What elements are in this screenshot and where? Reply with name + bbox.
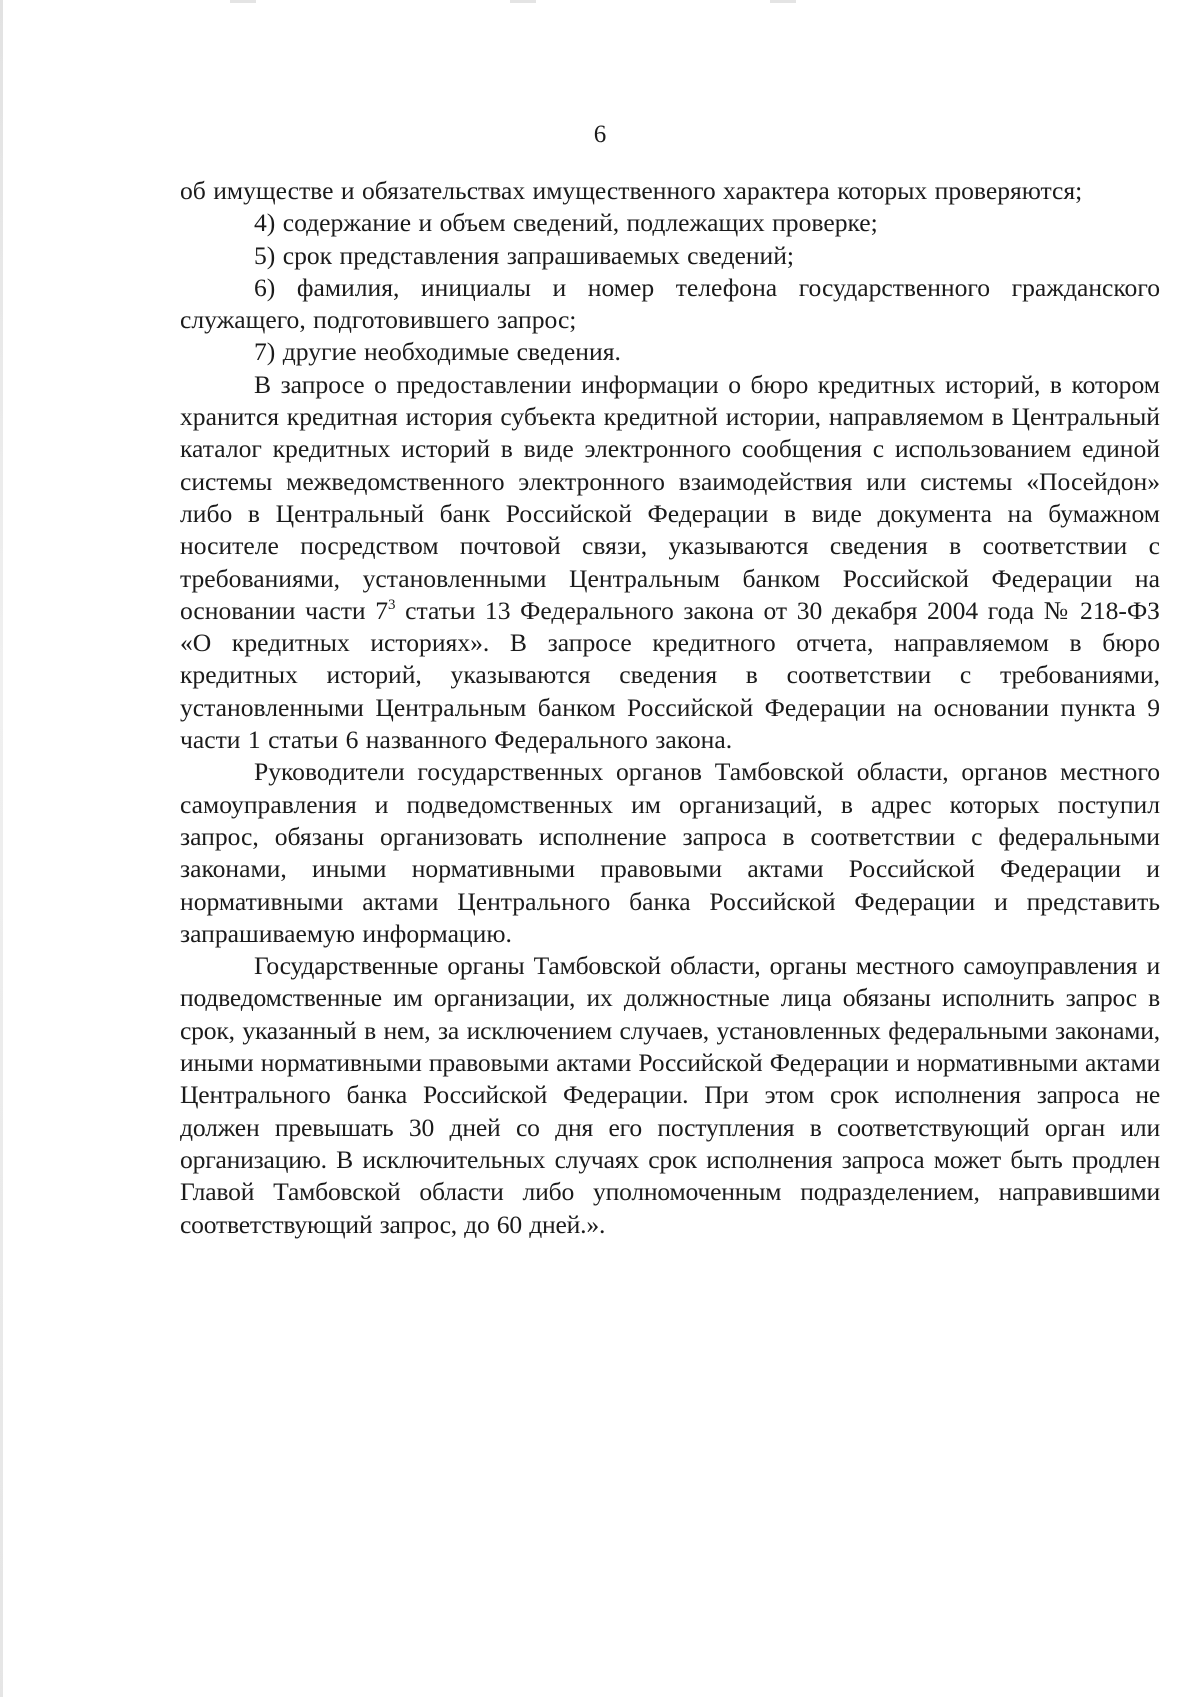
scan-artifact xyxy=(770,0,796,3)
paragraph-heads-obligations: Руководители государственных органов Тамбовской области, органов местного самоуправления и подведомственных им организаций, в адрес которых поступил запрос, обязаны организовать исполнение запроса в соответствии с федеральными законами, иными нормативными правовыми актами Российской Федерации и нормативными актами Центрального банка Российской Федерации и представить запрашиваемую информацию. xyxy=(180,757,1160,948)
list-item-4: 4) содержание и объем сведений, подлежащих проверке; xyxy=(254,208,878,238)
paragraph-text: В запросе о предоставлении информации о бюро кредитных историй, в котором хранится кредитная история субъекта кредитной истории, направляемом в Центральный каталог кредитных историй в виде электронного сообщения с использованием единой системы межведомственного электронного взаимодействия или системы «Посейдон» либо в Центральный банк Российской Федерации в виде документа на бумажном носителе посредством почтовой связи, указываются сведения в соответствии с требованиями, установленными Центральным банком Российской Федерации на основании части 7 xyxy=(180,369,1160,625)
list-item-7: 7) другие необходимые сведения. xyxy=(254,337,621,367)
paragraph-credit-history-request xyxy=(180,369,1160,757)
scan-edge-shadow xyxy=(0,0,3,1697)
paragraph-text: статьи 13 Федерального закона от 30 декабря 2004 года № 218-ФЗ «О кредитных историях». В запросе кредитного отчета, направляемом в бюро кредитных историй, указываются сведения в соответствии с требованиями, установленными Центральным банком Российской Федерации на основании пункта 9 части 1 статьи 6 названного Федерального закона. xyxy=(180,595,1160,755)
document-body xyxy=(180,175,1160,1241)
page-number: 6 xyxy=(593,121,607,148)
scan-artifact xyxy=(510,0,536,3)
superscript: 3 xyxy=(388,596,396,613)
list-item-6: 6) фамилия, инициалы и номер телефона государственного гражданского служащего, подготовившего запрос; xyxy=(180,272,1160,335)
list-item-5: 5) срок представления запрашиваемых сведений; xyxy=(254,240,795,270)
scan-artifact xyxy=(230,0,256,3)
paragraph-execution-deadline: Государственные органы Тамбовской области, органы местного самоуправления и подведомственные им организации, их должностные лица обязаны исполнить запрос в срок, указанный в нем, за исключением случаев, установленных федеральными законами, иными нормативными правовыми актами Российской Федерации и нормативными актами Центрального банка Российской Федерации. При этом срок исполнения запроса не должен превышать 30 дней со дня его поступления в соответствующий орган или организацию. В исключительных случаях срок исполнения запроса может быть продлен Главой Тамбовской области либо уполномоченным подразделением, направившими соответствующий запрос, до 60 дней.». xyxy=(180,951,1160,1239)
paragraph-continuation: об имуществе и обязательствах имущественного характера которых проверяются; xyxy=(180,176,1083,205)
